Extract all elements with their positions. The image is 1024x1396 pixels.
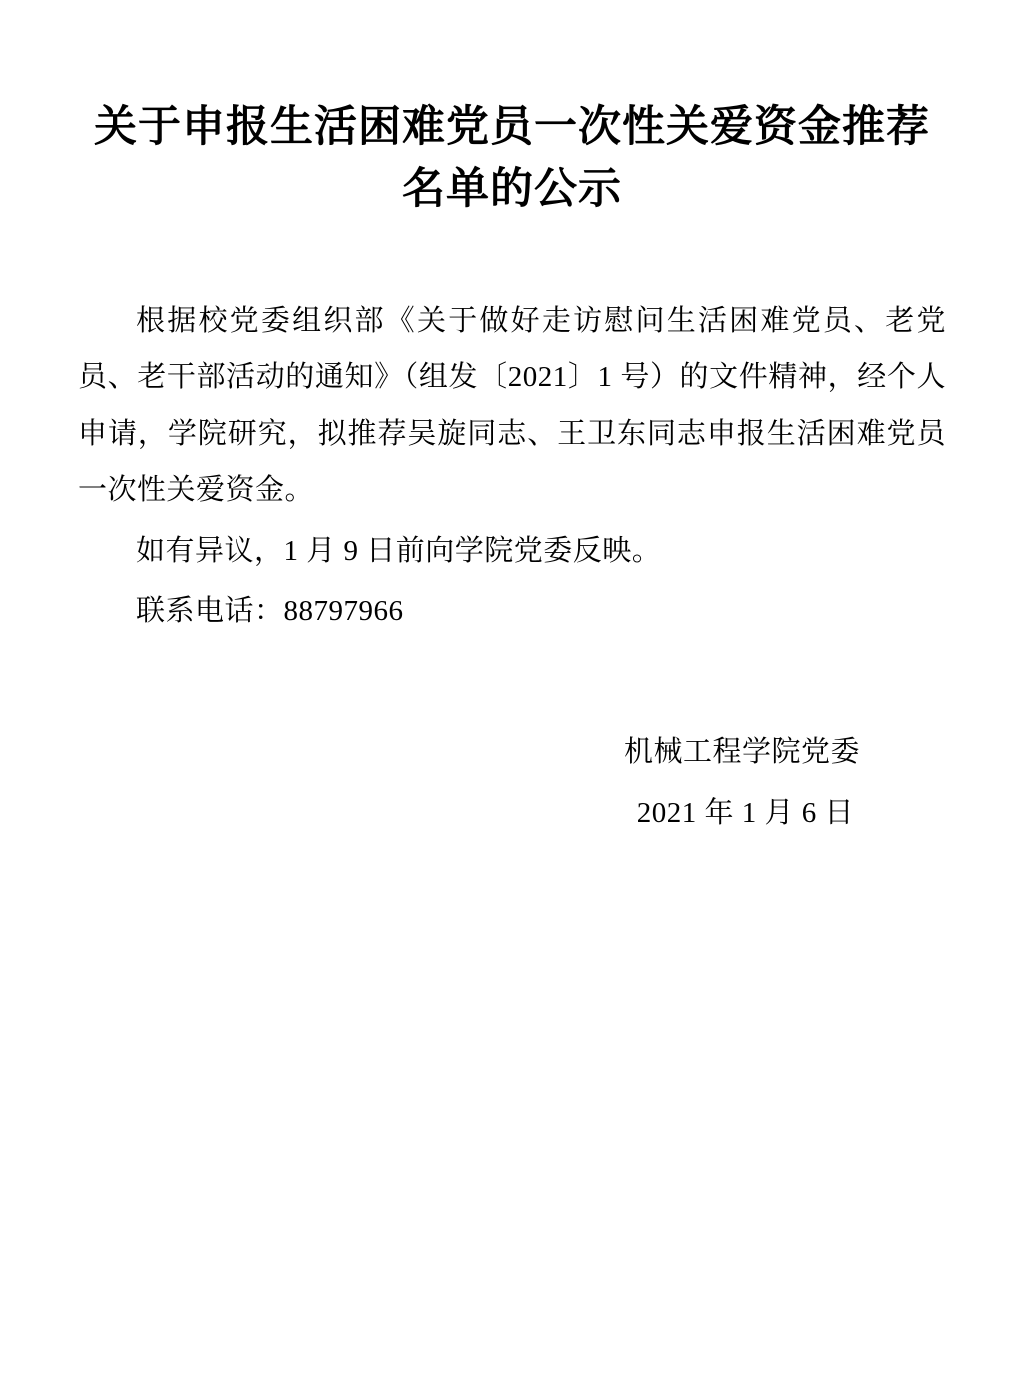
document-body: [78, 293, 946, 640]
page-title: 关于申报生活困难党员一次性关爱资金推荐名单的公示: [94, 103, 930, 214]
body-paragraph-2: 如有异议，1 月 9 日前向学院党委反映。: [136, 534, 662, 567]
signature-date: 2021 年 1 月 6 日: [636, 796, 854, 829]
signature-block: [78, 722, 946, 844]
signature-organization: 机械工程学院党委: [623, 735, 860, 768]
contact-phone-line: 联系电话：88797966: [136, 595, 404, 628]
body-paragraph-1: 根据校党委组织部《关于做好走访慰问生活困难党员、老党员、老干部活动的通知》（组发〔2021〕1 号）的文件精神，经个人申请，学院研究，拟推荐吴旋同志、王卫东同志申报生活困难党员一次性关爱资金。: [78, 304, 946, 507]
